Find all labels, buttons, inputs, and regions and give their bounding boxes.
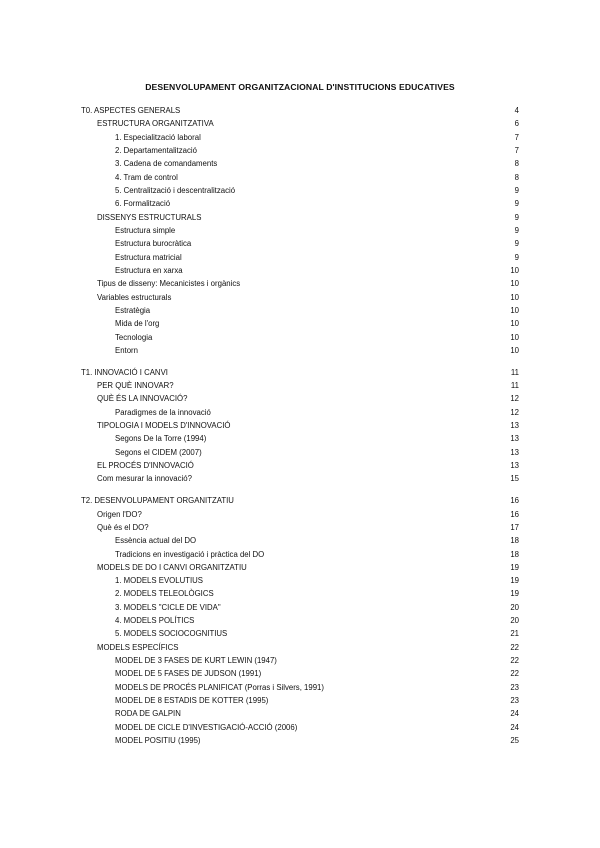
toc-entry-label: Tradicions en investigació i pràctica del DO	[115, 549, 265, 559]
toc-page-number: 10	[510, 345, 519, 355]
toc-page-number: 13	[510, 421, 519, 431]
toc-section-entry	[0, 211, 600, 224]
toc-entry-label: Segons el CIDEM (2007)	[115, 447, 202, 457]
toc-entry-label: 6. Formalització	[115, 199, 171, 209]
toc-page-number: 24	[510, 709, 519, 719]
toc-page-number: 20	[510, 616, 519, 626]
toc-page-number: 10	[510, 265, 519, 275]
toc-page-number: 16	[510, 496, 519, 506]
toc-page-number: 12	[510, 407, 519, 417]
toc-entry-label: Què és el DO?	[97, 522, 149, 532]
toc-subsection-entry	[0, 317, 600, 330]
toc-page-number: 23	[510, 696, 519, 706]
toc-page-number: 9	[514, 212, 519, 222]
toc-subsection-entry	[0, 681, 600, 694]
toc-page-number: 12	[510, 394, 519, 404]
toc-entry-label: Estructura simple	[115, 225, 176, 235]
toc-subsection-entry	[0, 331, 600, 344]
toc-entry-label: QUÈ ÉS LA INNOVACIÓ?	[97, 394, 188, 404]
toc-page-number: 20	[510, 602, 519, 612]
toc-entry-label: 2. Departamentalització	[115, 145, 197, 155]
toc-page-number: 10	[510, 292, 519, 302]
toc-entry-label: Origen l'DO?	[97, 509, 142, 519]
toc-page-number: 4	[514, 106, 519, 115]
toc-subsection-entry	[0, 432, 600, 445]
toc-subsection-entry	[0, 734, 600, 747]
toc-subsection-entry	[0, 171, 600, 184]
toc-subsection-entry	[0, 224, 600, 237]
toc-entry-label: DISSENYS ESTRUCTURALS	[97, 212, 202, 222]
toc-entry-label: Essència actual del DO	[115, 536, 197, 546]
toc-subsection-entry	[0, 304, 600, 317]
toc-page-number: 9	[514, 225, 519, 235]
toc-subsection-entry	[0, 264, 600, 277]
toc-subsection-entry	[0, 667, 600, 680]
toc-entry-label: Segons De la Torre (1994)	[115, 434, 207, 444]
toc-page-number: 22	[510, 669, 519, 679]
toc-page-number: 15	[510, 474, 519, 484]
toc-page-number: 10	[510, 279, 519, 289]
toc-page-number: 11	[510, 367, 519, 377]
toc-entry-label: Estructura burocràtica	[115, 239, 192, 249]
toc-entry-label: Estructura en xarxa	[115, 265, 183, 275]
table-of-contents	[0, 104, 600, 756]
toc-page-number: 18	[510, 536, 519, 546]
toc-entry-label: MODEL DE 8 ESTADIS DE KOTTER (1995)	[115, 696, 269, 706]
toc-subsection-entry	[0, 237, 600, 250]
toc-section-entry	[0, 291, 600, 304]
toc-page-number: 13	[510, 447, 519, 457]
toc-entry-label: TIPOLOGIA I MODELS D'INNOVACIÓ	[97, 421, 231, 431]
toc-entry-label: 4. Tram de control	[115, 172, 178, 182]
toc-section-entry	[0, 379, 600, 392]
toc-subsection-entry	[0, 157, 600, 170]
toc-subsection-entry	[0, 534, 600, 547]
toc-entry-label: Entorn	[115, 345, 138, 355]
toc-subsection-entry	[0, 344, 600, 357]
toc-entry-label: Estructura matricial	[115, 252, 182, 262]
toc-entry-label: Estratègia	[115, 305, 151, 315]
toc-subsection-entry	[0, 574, 600, 587]
toc-chapter-entry	[0, 104, 600, 117]
toc-entry-label: MODELS ESPECÍFICS	[97, 642, 179, 652]
toc-page-number: 8	[514, 172, 519, 182]
toc-page-number: 19	[510, 589, 519, 599]
toc-section-entry	[0, 419, 600, 432]
toc-page-number: 18	[510, 549, 519, 559]
toc-subsection-entry	[0, 184, 600, 197]
toc-page-number: 25	[510, 736, 519, 746]
toc-entry-label: Tipus de disseny: Mecanicistes i orgànics	[97, 279, 241, 289]
toc-entry-label: 5. Centralització i descentralització	[115, 185, 236, 195]
toc-section-entry	[0, 641, 600, 654]
toc-entry-label: 4. MODELS POLÍTICS	[115, 616, 195, 626]
toc-subsection-entry	[0, 694, 600, 707]
toc-entry-label: Mida de l'org	[115, 319, 160, 329]
toc-entry-label: T1. INNOVACIÓ I CANVI	[81, 367, 168, 377]
toc-chapter-entry	[0, 494, 600, 507]
toc-page-number: 10	[510, 332, 519, 342]
toc-entry-label: 1. MODELS EVOLUTIUS	[115, 576, 203, 586]
toc-entry-label: 5. MODELS SOCIOCOGNITIUS	[115, 629, 228, 639]
toc-page-number: 11	[510, 381, 519, 391]
toc-page-number: 21	[510, 629, 519, 639]
toc-page-number: 9	[514, 239, 519, 249]
toc-page-number: 8	[514, 159, 519, 169]
toc-entry-label: Tecnologia	[115, 332, 153, 342]
toc-page-number: 9	[514, 199, 519, 209]
toc-subsection-entry	[0, 406, 600, 419]
toc-page-number: 17	[510, 522, 519, 532]
toc-subsection-entry	[0, 721, 600, 734]
toc-section-entry	[0, 508, 600, 521]
toc-entry-label: 1. Especialització laboral	[115, 132, 201, 142]
toc-entry-label: T0. ASPECTES GENERALS	[81, 106, 181, 115]
toc-page-number: 23	[510, 682, 519, 692]
toc-section-entry	[0, 521, 600, 534]
toc-page-number: 22	[510, 656, 519, 666]
toc-subsection-entry	[0, 654, 600, 667]
toc-subsection-entry	[0, 197, 600, 210]
toc-page-number: 19	[510, 576, 519, 586]
toc-entry-label: EL PROCÉS D'INNOVACIÓ	[97, 461, 194, 471]
toc-page-number: 19	[510, 562, 519, 572]
toc-section-entry	[0, 392, 600, 405]
toc-entry-label: 3. MODELS "CICLE DE VIDA"	[115, 602, 221, 612]
toc-entry-label: MODELS DE PROCÉS PLANIFICAT (Porras i Silvers, 1991)	[115, 682, 324, 692]
toc-entry-label: Paradigmes de la innovació	[115, 407, 211, 417]
toc-subsection-entry	[0, 131, 600, 144]
toc-subsection-entry	[0, 144, 600, 157]
toc-entry-label: MODEL DE 5 FASES DE JUDSON (1991)	[115, 669, 262, 679]
toc-page-number: 22	[510, 642, 519, 652]
toc-subsection-entry	[0, 627, 600, 640]
toc-page-number: 7	[514, 132, 519, 142]
toc-section-entry	[0, 277, 600, 290]
toc-entry-label: RODA DE GALPIN	[115, 709, 181, 719]
toc-subsection-entry	[0, 707, 600, 720]
toc-subsection-entry	[0, 251, 600, 264]
toc-section-entry	[0, 459, 600, 472]
toc-page-number: 9	[514, 185, 519, 195]
toc-entry-label: T2. DESENVOLUPAMENT ORGANITZATIU	[81, 496, 234, 506]
toc-page-number: 10	[510, 319, 519, 329]
toc-page-number: 10	[510, 305, 519, 315]
toc-entry-label: 3. Cadena de comandaments	[115, 159, 218, 169]
toc-subsection-entry	[0, 601, 600, 614]
toc-section-entry	[0, 561, 600, 574]
toc-page-number: 13	[510, 434, 519, 444]
toc-subsection-entry	[0, 587, 600, 600]
toc-section-entry	[0, 472, 600, 485]
toc-section	[0, 104, 600, 357]
toc-page-number: 9	[514, 252, 519, 262]
toc-chapter-entry	[0, 366, 600, 379]
toc-entry-label: Variables estructurals	[97, 292, 172, 302]
document-title: DESENVOLUPAMENT ORGANITZACIONAL D'INSTITUCIONS EDUCATIVES	[145, 82, 455, 92]
toc-page-number: 24	[510, 722, 519, 732]
toc-section	[0, 494, 600, 747]
toc-entry-label: MODELS DE DO I CANVI ORGANITZATIU	[97, 562, 247, 572]
toc-page-number: 13	[510, 461, 519, 471]
toc-entry-label: MODEL POSITIU (1995)	[115, 736, 201, 746]
toc-page-number: 16	[510, 509, 519, 519]
toc-subsection-entry	[0, 446, 600, 459]
toc-entry-label: MODEL DE CICLE D'INVESTIGACIÓ-ACCIÓ (2006)	[115, 722, 298, 732]
toc-section	[0, 366, 600, 486]
toc-subsection-entry	[0, 614, 600, 627]
toc-entry-label: MODEL DE 3 FASES DE KURT LEWIN (1947)	[115, 656, 277, 666]
toc-entry-label: ESTRUCTURA ORGANITZATIVA	[97, 119, 214, 129]
toc-entry-label: 2. MODELS TELEOLÒGICS	[115, 589, 214, 599]
toc-page-number: 6	[514, 119, 519, 129]
toc-page-number: 7	[514, 145, 519, 155]
toc-section-entry	[0, 117, 600, 130]
toc-subsection-entry	[0, 548, 600, 561]
toc-entry-label: Com mesurar la innovació?	[97, 474, 192, 484]
toc-entry-label: PER QUÈ INNOVAR?	[97, 381, 174, 391]
